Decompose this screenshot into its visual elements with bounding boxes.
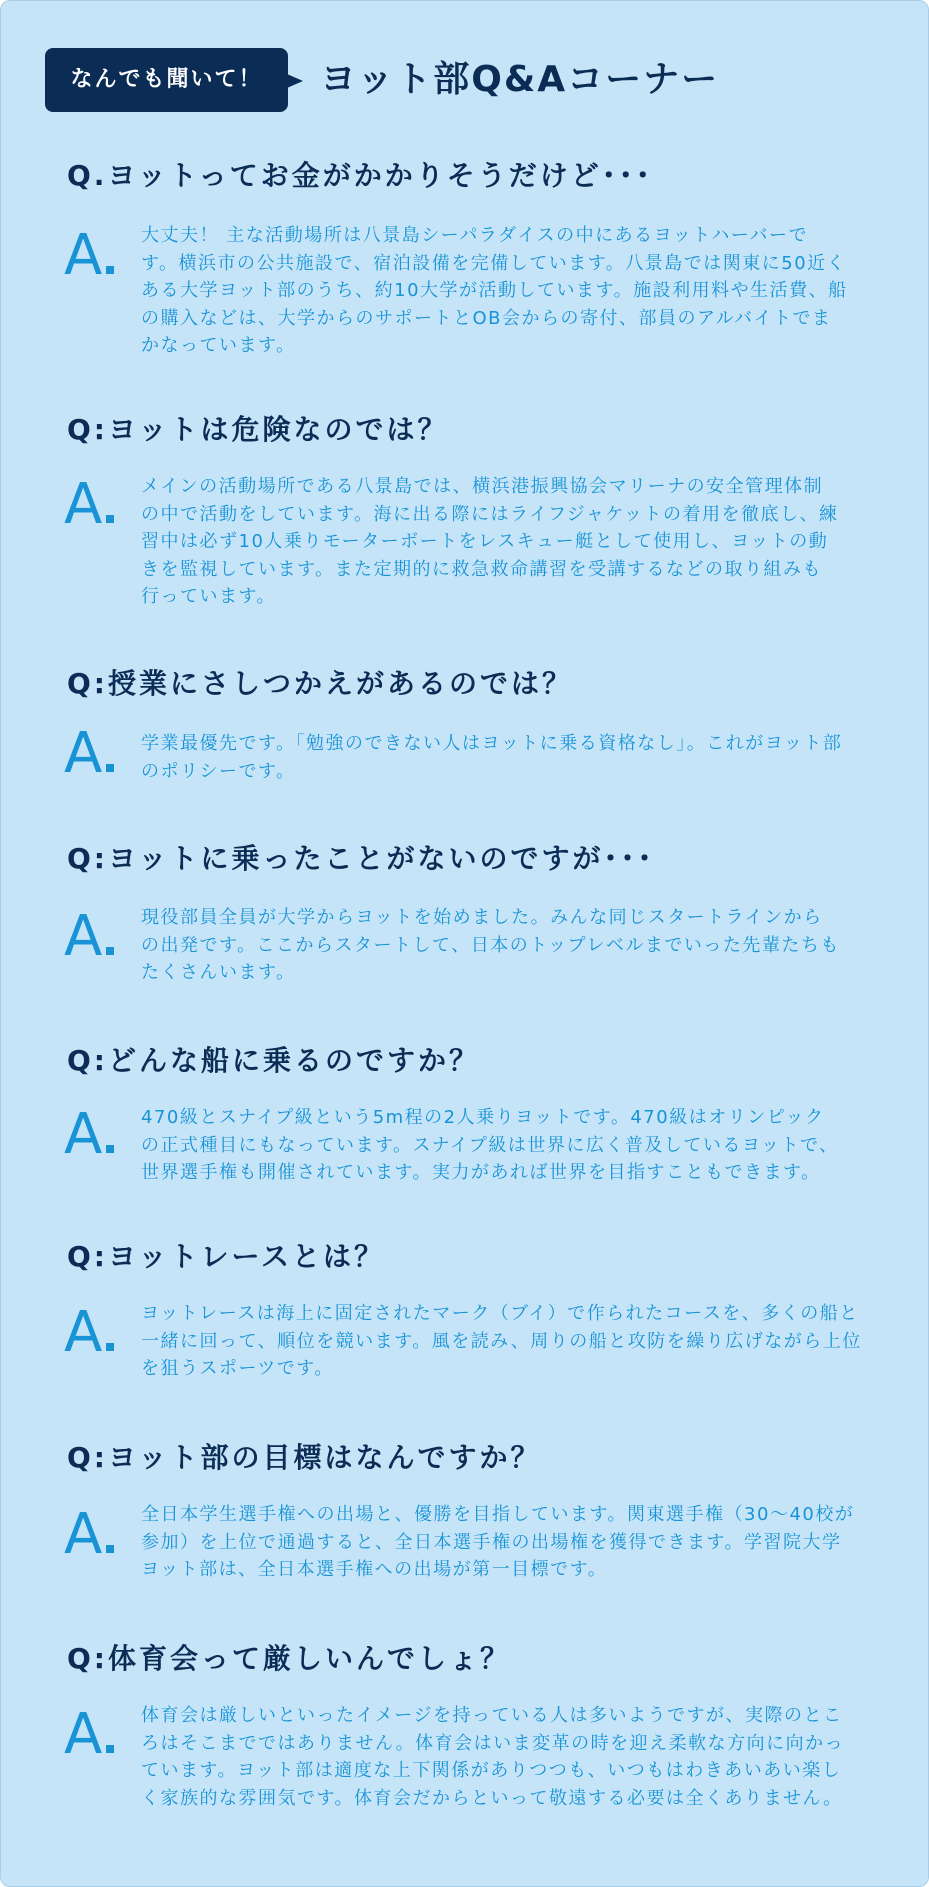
answer-mark: A xyxy=(64,1303,114,1363)
faq-answer: 大丈夫！ 主な活動場所は八景島シーパラダイスの中にあるヨットハーバーで す。横浜市の公共施設で、宿泊設備を完備しています。八景島では関東に50近く ある大学ヨット部のうち、約10大学が活動しています。施設利用料や生活費、船 の購入などは、大学からのサポートとOB会からの寄付、部員のアルバイトでま かなっています。 xyxy=(141,225,848,356)
answer-mark: A xyxy=(64,1505,114,1565)
faq-question: Q:どんな船に乗るのですか？ xyxy=(67,1044,481,1077)
faq-question: Q.ヨットってお金がかかりそうだけど･･･ xyxy=(67,159,653,192)
answer-mark: A xyxy=(64,1105,114,1165)
speech-tail-icon xyxy=(287,74,303,88)
faq-answer: 470級とスナイプ級という5m程の2人乗りヨットです。470級はオリンピック の正式種目にもなっています。スナイプ級は世界に広く普及しているヨットで、 世界選手権も開催されています。実力があれば世界を目指すこともできます。 xyxy=(141,1107,839,1183)
answer-mark: A xyxy=(64,475,114,535)
faq-answer: 体育会は厳しいといったイメージを持っている人は多いようですが、実際のとこ ろはそこまでではありません。体育会はいま変革の時を迎え柔軟な方向に向かっ ています。ヨット部は適度な上下関係がありつつも、いつもはわきあいあい楽し く家族的な雰囲気です。体育会だからといって敬遠する必要は全くありません。 xyxy=(141,1705,845,1809)
faq-question: Q:ヨットレースとは？ xyxy=(67,1240,386,1273)
faq-answer: 全日本学生選手権への出場と、優勝を目指しています。関東選手権（30〜40校が 参加）を上位で通過すると、全日本選手権の出場権を獲得できます。学習院大学 ヨット部は、全日本選手権への出場が第一目標です。 xyxy=(141,1504,855,1580)
faq-question: Q:授業にさしつかえがあるのでは？ xyxy=(67,667,574,700)
faq-question: Q:体育会って厳しいんでしょ？ xyxy=(67,1642,512,1675)
answer-mark: A xyxy=(64,1705,114,1765)
faq-question: Q:ヨットは危険なのでは？ xyxy=(67,413,449,446)
ask-anything-badge: なんでも聞いて！ xyxy=(45,48,288,112)
answer-mark: A xyxy=(64,724,114,784)
faq-answer: メインの活動場所である八景島では、横浜港振興協会マリーナの安全管理体制 の中で活動をしています。海に出る際にはライフジャケットの着用を徹底し、練 習中は必ず10人乗りモーターボートをレスキュー艇として使用し、ヨットの動 きを監視しています。また定期的に救急救命講習を受講するなどの取り組みも 行っています。 xyxy=(141,476,839,607)
answer-mark: A xyxy=(64,907,114,967)
faq-answer: ヨットレースは海上に固定されたマーク（ブイ）で作られたコースを、多くの船と 一緒に回って、順位を競います。風を読み、周りの船と攻防を繰り広げながら上位 を狙うスポーツです。 xyxy=(141,1303,862,1379)
faq-question: Q:ヨットに乗ったことがないのですが･･･ xyxy=(67,842,655,875)
answer-mark: A xyxy=(64,226,114,286)
faq-question: Q:ヨット部の目標はなんですか？ xyxy=(67,1441,542,1474)
faq-answer: 現役部員全員が大学からヨットを始めました。みんな同じスタートラインから の出発です。ここからスタートして、日本のトップレベルまでいった先輩たちも たくさんいます。 xyxy=(141,907,840,983)
page-title: ヨット部Q&Aコーナー xyxy=(320,59,720,100)
faq-answer: 学業最優先です。「勉強のできない人はヨットに乗る資格なし」。これがヨット部 のポリシーです。 xyxy=(141,733,843,782)
